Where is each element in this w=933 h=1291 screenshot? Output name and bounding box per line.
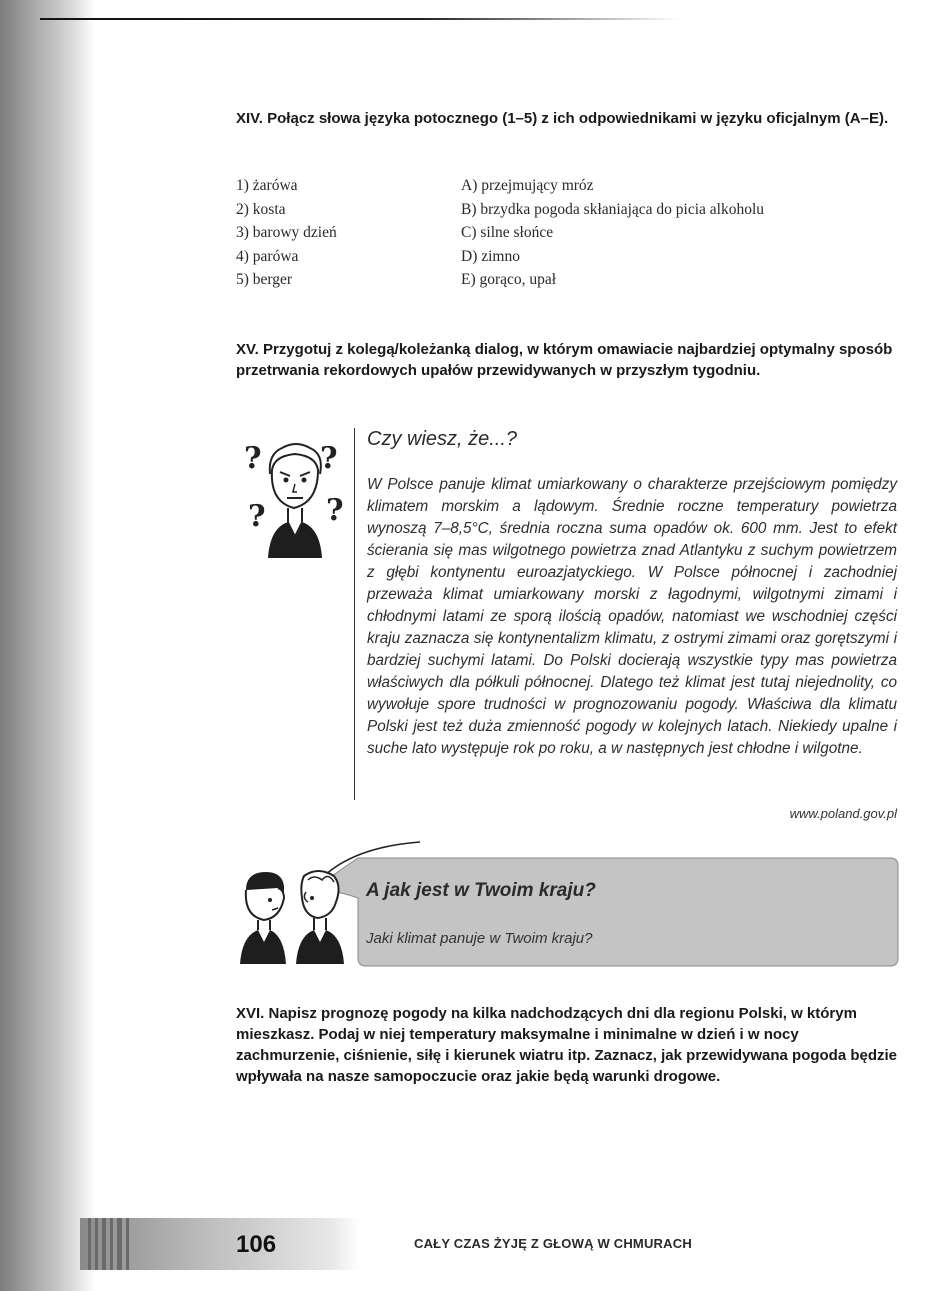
two-people-illustration: [238, 868, 348, 964]
official-list: [461, 174, 764, 292]
official-item: D) zimno: [461, 247, 520, 265]
fact-box-source: www.poland.gov.pl: [789, 806, 897, 821]
exercise-16-title: XVI. Napisz prognozę pogody na kilka nadchodzących dni dla regionu Polski, w którym mieszkasz. Podaj w niej temperatury maksymalne i minimalne w dzień i w nocy zachmurzenie, ciśnienie, siłę i kierunek wiatru itp. Zaznacz, jak przewidywana pogoda będzie wpływała na nasze samopoczucie oraz jakie będą warunki drogowe.: [236, 1005, 898, 1085]
fact-box-title: Czy wiesz, że...?: [367, 428, 518, 450]
bubble-title: A jak jest w Twoim kraju?: [366, 880, 596, 901]
question-mark-icon: ?: [320, 441, 338, 476]
binding-shadow: [0, 0, 95, 1291]
colloquial-item: 2) kosta: [236, 200, 286, 218]
question-mark-icon: ?: [244, 441, 262, 476]
question-mark-icon: ?: [248, 499, 266, 534]
fact-box-rule: [354, 428, 355, 800]
colloquial-item: 4) parówa: [236, 247, 299, 265]
footer-stripes: [86, 1218, 136, 1270]
bubble-question: Jaki klimat panuje w Twoim kraju?: [366, 930, 593, 947]
official-item: E) gorąco, upał: [461, 271, 557, 288]
thinking-person-illustration: [240, 432, 352, 558]
exercise-15-title: XV. Przygotuj z kolegą/koleżanką dialog, w którym omawiacie najbardziej optymalny sposób przetrwania rekordowych upałów przewidywanych w przyszłym tygodniu.: [236, 341, 893, 379]
question-mark-icon: ?: [326, 493, 344, 528]
official-item: B) brzydka pogoda skłaniająca do picia alkoholu: [461, 200, 765, 218]
page-number: 106: [236, 1231, 277, 1258]
colloquial-list: [236, 174, 337, 292]
colloquial-item: 3) barowy dzień: [236, 224, 337, 241]
official-item: C) silne słońce: [461, 224, 554, 241]
running-title: CAŁY CZAS ŻYJĘ Z GŁOWĄ W CHMURACH: [414, 1236, 692, 1251]
colloquial-item: 5) berger: [236, 271, 293, 288]
official-item: A) przejmujący mróz: [461, 177, 594, 194]
exercise-14-title: XIV. Połącz słowa języka potocznego (1–5) z ich odpowiednikami w języku oficjalnym (A–E).: [236, 110, 889, 127]
speech-bubble: [300, 840, 900, 970]
colloquial-item: 1) żarówa: [236, 177, 298, 194]
fact-box-body: W Polsce panuje klimat umiarkowany o charakterze przejściowym pomiędzy klimatem morskim a lądowym. Średnie roczne temperatury powietrza wynoszą 7–8,5°C, średnia roczna suma opadów ok. 600 mm. Jest to efekt ścierania się mas wilgotnego powietrza znad Atlantyku z suchym powietrzem z głębi kontynentu euroazjatyckiego. W Polsce północnej i zachodniej przeważa klimat umiarkowany morski z łagodnymi, wilgotnymi zimami i chłodnymi latami ze sporą ilością opadów, natomiast we wschodniej części kraju zaznacza się kontynentalizm klimatu, z ostrymi zimami oraz gorętszymi i bardziej suchymi latami. Do Polski docierają wszystkie typy mas powietrza właściwych dla półkuli północnej. Dlatego też klimat jest tutaj niejednolity, co wywołuje spore trudności w prognozowaniu pogody. Właściwa dla klimatu Polski jest też duża zmienność pogody w kolejnych latach. Niekiedy upalne i suche lato występuje rok po roku, a w następnych jest chłodne i wilgotne.: [367, 476, 897, 757]
top-rule: [40, 18, 680, 20]
